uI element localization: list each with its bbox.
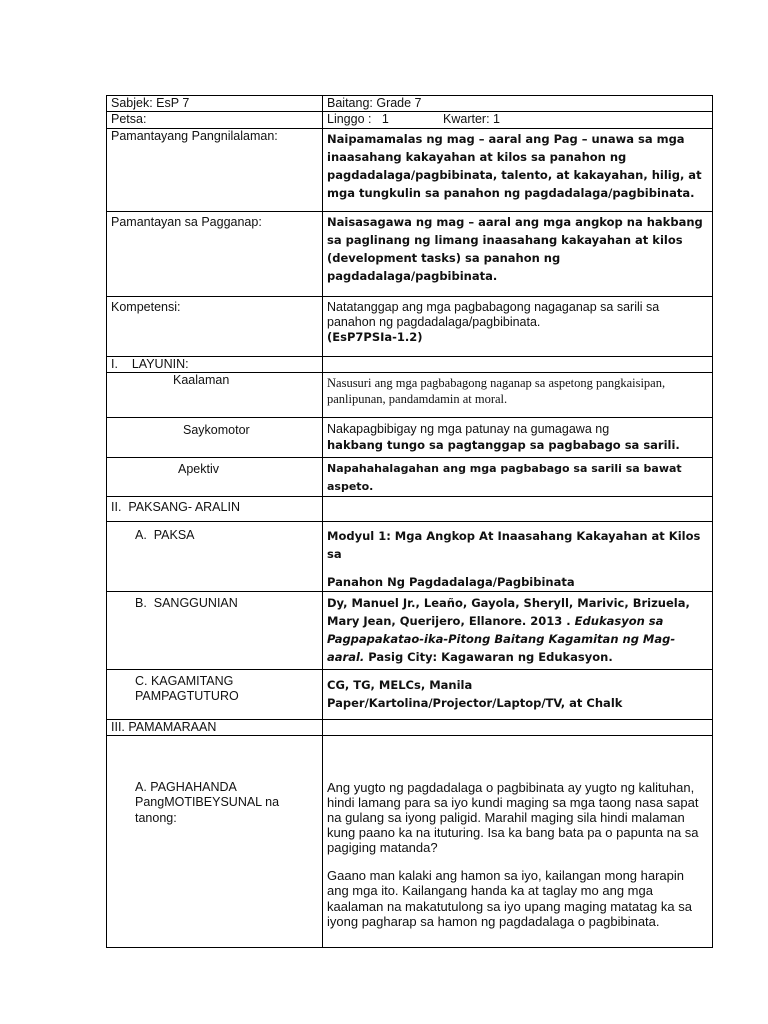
preparation-label (107, 736, 323, 948)
reference-authors: Dy, Manuel Jr., Leaño, Gayola, Sheryll, Marivic, Brizuela, Mary Jean, Querijero, Ellanore. 2013 . (327, 595, 690, 628)
paksa-text-1: Modyul 1: Mga Angkop At Inaasahang Kakayahan at Kilos sa (327, 528, 701, 561)
preparation-text: A. PAGHAHANDA PangMOTIBEYSUNAL na tanong: (135, 780, 280, 825)
preparation-paragraph-2: Gaano man kalaki ang hamon sa iyo, kailangan mong harapin ang mga ito. Kailangang handa ka at taglay mo ang mga kaalaman na makatutulong sa iyo upang maging matatag ka sa iyong pagharap sa hamon ng pagdadalaga o pagbibinata. (327, 868, 692, 929)
knowledge-label: Kaalaman (107, 372, 323, 417)
table-row (107, 669, 713, 719)
reference-label: B. SANGGUNIAN (107, 591, 323, 669)
psychomotor-text-2: hakbang tungo sa pagtanggap sa pagbabago sa sarili. (327, 438, 680, 452)
table-row (107, 356, 713, 372)
preparation-cell (323, 736, 713, 948)
objectives-empty (323, 356, 713, 372)
reference-publisher: Pasig City: Kagawaran ng Edukasyon. (368, 649, 613, 664)
competency-text: Natatanggap ang mga pagbabagong nagaganap sa sarili sa panahon ng pagdadalaga/pagbibinata. (327, 299, 660, 329)
topic-heading: II. PAKSANG- ARALIN (107, 496, 323, 521)
content-standard-text: Naipamamalas ng mag – aaral ang Pag – unawa sa mga inaasahang kakayahan at kilos sa panahon ng pagdadalaga/pagbibinata, talento, at kakayahan, hilig, at mga tungkulin sa panahon ng pagdadalaga/pagbibinata. (323, 128, 713, 211)
objectives-heading: I. LAYUNIN: (107, 356, 323, 372)
table-row (107, 496, 713, 521)
table-row (107, 719, 713, 735)
affective-text: Napahahalagahan ang mga pagbabago sa sarili sa bawat aspeto. (323, 457, 713, 496)
affective-label: Apektiv (107, 457, 323, 496)
lesson-plan-table (106, 95, 713, 948)
materials-label: C. KAGAMITANG PAMPAGTUTURO (107, 669, 323, 719)
knowledge-text: Nasusuri ang mga pagbabagong naganap sa aspetong pangkaisipan, panlipunan, pandamdamin at moral. (323, 372, 713, 417)
procedure-heading: III. PAMAMARAAN (107, 719, 323, 735)
table-row (107, 296, 713, 356)
preparation-paragraph-1: Ang yugto ng pagdadalaga o pagbibinata ay yugto ng kalituhan, hindi lamang para sa iyo kundi maging sa mga taong nasa sapat na gulang sa iyong paligid. Marahil maging sila hindi malaman kung paano ka na ituturing. Isa ka bang bata pa o papunta na sa pagiging matanda? (327, 780, 699, 856)
table-row (107, 211, 713, 296)
table-row (107, 521, 713, 591)
table-row (107, 128, 713, 211)
psychomotor-cell (323, 417, 713, 457)
paksa-cell (323, 521, 713, 591)
table-row (107, 372, 713, 417)
grade-cell: Baitang: Grade 7 (323, 96, 713, 112)
competency-label: Kompetensi: (107, 296, 323, 356)
content-standard-label: Pamantayang Pangnilalaman: (107, 128, 323, 211)
table-row (107, 112, 713, 128)
paksa-label: A. PAKSA (107, 521, 323, 591)
competency-cell (323, 296, 713, 356)
reference-title: Edukasyon sa Pagpapakatao-ika-Pitong Baitang Kagamitan ng Mag-aaral. (327, 613, 676, 664)
quarter-label: Kwarter: 1 (443, 112, 500, 127)
date-cell: Petsa: (107, 112, 323, 128)
table-row (107, 457, 713, 496)
reference-cell (323, 591, 713, 669)
performance-standard-label: Pamantayan sa Pagganap: (107, 211, 323, 296)
paksa-text-2: Panahon Ng Pagdadalaga/Pagbibinata (327, 574, 575, 589)
week-label: Linggo : 1 (327, 112, 389, 127)
procedure-empty (323, 719, 713, 735)
materials-text: CG, TG, MELCs, Manila Paper/Kartolina/Projector/Laptop/TV, at Chalk (323, 669, 713, 719)
table-row (107, 736, 713, 948)
table-row (107, 417, 713, 457)
competency-code: (EsP7PSIa-1.2) (327, 330, 423, 344)
performance-standard-text: Naisasagawa ng mag – aaral ang mga angkop na hakbang sa paglinang ng limang inaasahang kakayahan at kilos (development tasks) sa panahon ng pagdadalaga/pagbibinata. (323, 211, 713, 296)
week-quarter-cell (323, 112, 713, 128)
subject-cell: Sabjek: EsP 7 (107, 96, 323, 112)
psychomotor-text-1: Nakapagbibigay ng mga patunay na gumagawa ng (327, 421, 610, 436)
table-row (107, 591, 713, 669)
topic-empty (323, 496, 713, 521)
psychomotor-label: Saykomotor (107, 417, 323, 457)
table-row (107, 96, 713, 112)
